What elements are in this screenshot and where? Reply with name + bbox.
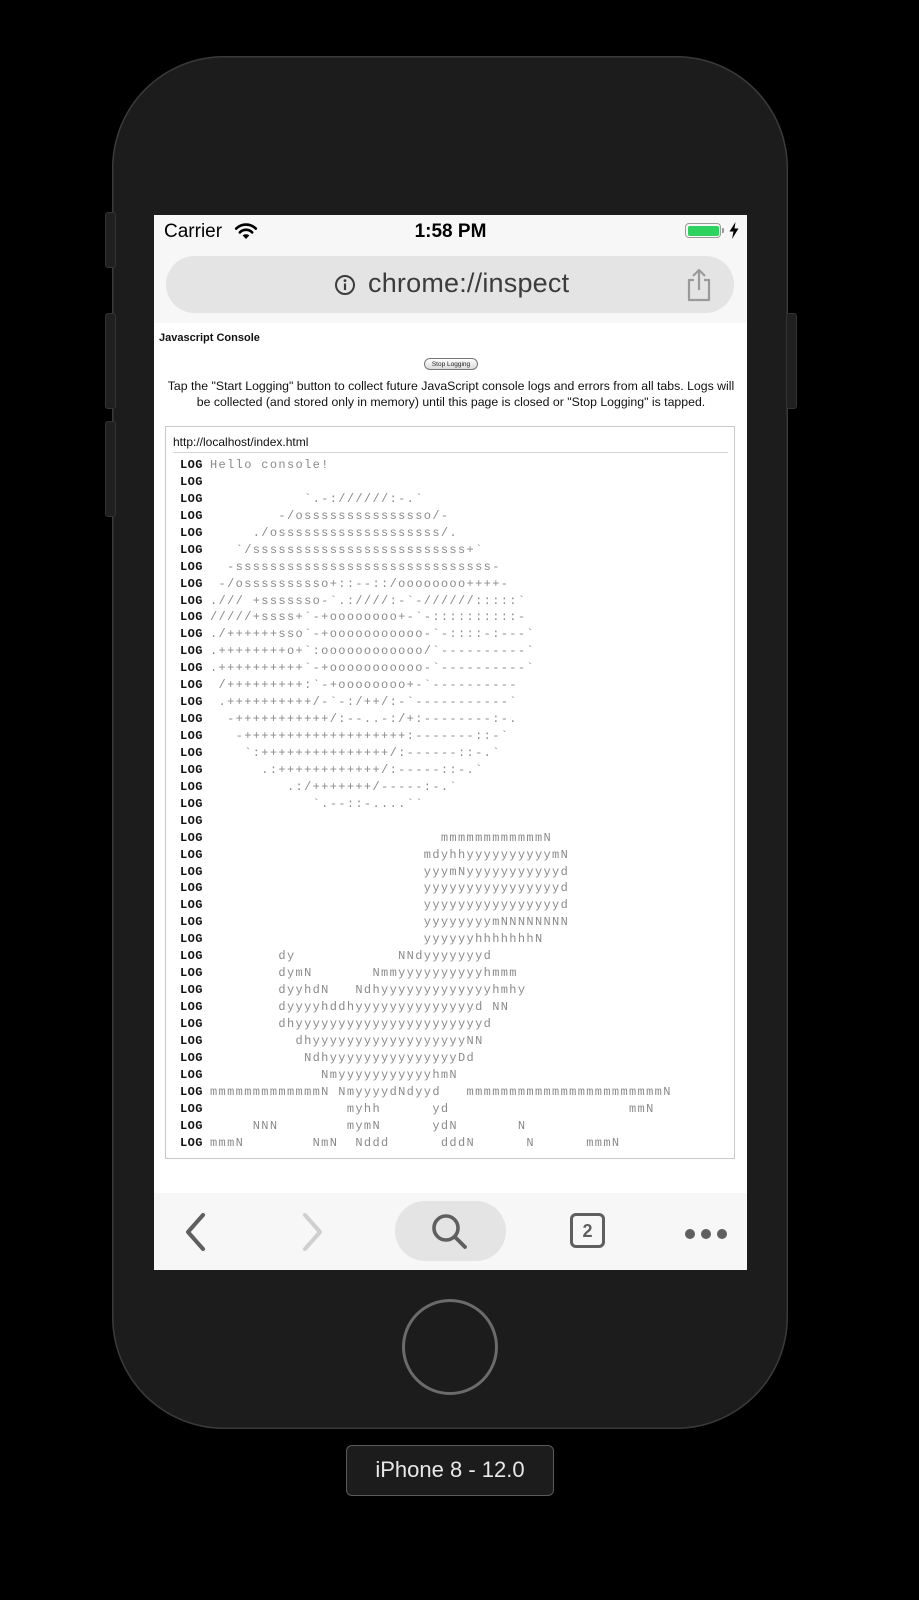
log-row — [180, 1067, 672, 1084]
log-message: mmmN NmN Nddd dddN N mmmN — [210, 1135, 621, 1150]
log-row — [180, 914, 672, 931]
log-level-label: LOG — [180, 813, 203, 828]
log-message: `/sssssssssssssssssssssssss+` — [210, 542, 484, 557]
log-message: NdhyyyyyyyyyyyyyyyDd — [210, 1050, 476, 1065]
log-message: .:++++++++++++/:-----::-.` — [210, 762, 484, 777]
log-row — [180, 593, 672, 610]
log-level-label: LOG — [180, 932, 203, 947]
log-row — [180, 711, 672, 728]
url-text[interactable]: chrome://inspect — [368, 268, 570, 298]
log-message: `.--::-....`` — [210, 796, 424, 811]
log-message: -+++++++++++++++++++:-------::-` — [210, 729, 510, 743]
log-row — [180, 779, 672, 796]
log-row — [180, 609, 672, 626]
log-row — [180, 643, 672, 660]
log-row — [180, 694, 672, 711]
log-level-label: LOG — [180, 1050, 203, 1065]
status-bar — [154, 215, 747, 249]
log-message: mmmmmmmmmmmmN — [210, 830, 553, 845]
log-level-label: LOG — [180, 542, 203, 557]
log-row — [180, 830, 672, 847]
volume-down-button — [105, 421, 116, 517]
log-level-label: LOG — [180, 593, 203, 608]
log-message: /+++++++++:`-+oooooooo+-`---------- — [210, 678, 518, 693]
log-level-label: LOG — [180, 491, 203, 506]
log-level-label: LOG — [180, 1033, 203, 1048]
log-message: dhyyyyyyyyyyyyyyyyyyyyyyd — [210, 1016, 493, 1031]
log-message: ./osssssssssssssssssss/. — [210, 525, 458, 540]
log-message: `.-://////:-.` — [210, 491, 424, 506]
log-level-label: LOG — [180, 881, 203, 896]
log-row — [180, 897, 672, 914]
log-level-label: LOG — [180, 559, 203, 574]
log-level-label: LOG — [180, 661, 203, 676]
log-message: .++++++++++/-`-:/++/:-`-----------` — [210, 695, 518, 710]
bottom-toolbar — [154, 1193, 747, 1270]
log-message: `:+++++++++++++++/:------::-.` — [210, 745, 501, 760]
search-icon — [430, 1212, 470, 1252]
carrier-label: Carrier — [164, 221, 223, 242]
log-list — [180, 457, 672, 1151]
stop-logging-button[interactable]: Stop Logging — [424, 358, 478, 370]
log-row — [180, 1016, 672, 1033]
log-row — [180, 948, 672, 965]
address-bar-container — [154, 249, 747, 323]
log-level-label: LOG — [180, 830, 203, 845]
log-level-label: LOG — [180, 745, 203, 760]
log-row — [180, 880, 672, 897]
log-row — [180, 762, 672, 779]
power-button — [786, 313, 797, 409]
console-panel — [165, 426, 735, 1159]
log-level-label: LOG — [180, 712, 203, 727]
log-row — [180, 525, 672, 542]
log-message: .++++++++++`-+ooooooooooo-`----------` — [210, 661, 535, 676]
more-icon[interactable] — [684, 1227, 728, 1245]
log-level-label: LOG — [180, 762, 203, 777]
home-button[interactable] — [402, 1299, 498, 1395]
page-title: Javascript Console — [159, 332, 260, 344]
battery-tip — [722, 228, 724, 233]
log-level-label: LOG — [180, 1016, 203, 1031]
log-message: dyyhdN Ndhyyyyyyyyyyyyyhmhy — [210, 983, 527, 998]
log-message: mdyhhyyyyyyyyyymN — [210, 847, 570, 862]
log-message: dymN Nmmyyyyyyyyyyhmmm — [210, 966, 518, 981]
description-text: Tap the "Start Logging" button to collect future JavaScript console logs and errors from all tabs. Logs will be collected (and stored only in memory) until this page is closed or "Stop Logging" is tapped. — [167, 379, 735, 409]
log-row — [180, 1050, 672, 1067]
device-label: iPhone 8 - 12.0 — [346, 1445, 554, 1496]
charging-bolt-icon — [729, 222, 739, 244]
log-message: ./// +sssssso-`.:////:-`-//////:::::` — [210, 593, 527, 608]
info-icon[interactable] — [334, 274, 356, 301]
log-level-label: LOG — [180, 1101, 203, 1116]
search-button[interactable] — [395, 1201, 506, 1261]
log-level-label: LOG — [180, 949, 203, 964]
log-level-label: LOG — [180, 695, 203, 710]
log-level-label: LOG — [180, 610, 203, 625]
log-message: yyyyyyyyyyyyyyyyd — [210, 898, 570, 913]
divider — [173, 452, 728, 453]
log-level-label: LOG — [180, 796, 203, 811]
log-message: NmyyyyyyyyyyyhmN — [210, 1067, 458, 1082]
log-level-label: LOG — [180, 1118, 203, 1133]
log-message: -/ossssssssso+::--::/oooooooo++++- — [210, 576, 510, 591]
tab-switcher-button[interactable]: 2 — [570, 1213, 605, 1248]
share-icon[interactable] — [684, 268, 714, 307]
log-row — [180, 559, 672, 576]
volume-up-button — [105, 313, 116, 409]
log-level-label: LOG — [180, 678, 203, 693]
screen — [154, 215, 747, 1270]
log-message: .++++++++o+`:oooooooooooo/`----------` — [210, 644, 535, 659]
log-row — [180, 491, 672, 508]
chevron-right-icon[interactable] — [300, 1213, 324, 1256]
log-message: yyyyyyyyyyyyyyyyd — [210, 881, 570, 896]
log-level-label: LOG — [180, 1067, 203, 1082]
log-message: dyyyyhddhyyyyyyyyyyyyyyd NN — [210, 1000, 510, 1014]
log-level-label: LOG — [180, 864, 203, 879]
log-message: NNN mymN ydN N — [210, 1118, 527, 1133]
log-level-label: LOG — [180, 779, 203, 794]
log-message: yyyyyyhhhhhhhN — [210, 932, 544, 947]
log-row — [180, 847, 672, 864]
log-message: myhh yd mmN — [210, 1101, 655, 1116]
chevron-left-icon[interactable] — [184, 1213, 208, 1256]
log-level-label: LOG — [180, 644, 203, 659]
log-row — [180, 813, 672, 830]
log-row — [180, 457, 672, 474]
log-level-label: LOG — [180, 966, 203, 981]
log-level-label: LOG — [180, 508, 203, 523]
log-row — [180, 626, 672, 643]
log-message: ./++++++sso`-+ooooooooooo-`-::::-:---` — [210, 627, 535, 642]
log-row — [180, 677, 672, 694]
log-level-label: LOG — [180, 898, 203, 913]
log-level-label: LOG — [180, 729, 203, 743]
log-message: .:/+++++++/-----:-.` — [210, 779, 458, 794]
log-level-label: LOG — [180, 627, 203, 642]
log-message: dhyyyyyyyyyyyyyyyyyyNN — [210, 1033, 484, 1048]
log-row — [180, 999, 672, 1016]
address-bar[interactable] — [166, 256, 734, 313]
console-source-url: http://localhost/index.html — [173, 435, 309, 449]
log-row — [180, 931, 672, 948]
log-message: yyymNyyyyyyyyyyyd — [210, 864, 570, 879]
log-row — [180, 1118, 672, 1135]
mute-switch — [105, 212, 116, 268]
log-level-label: LOG — [180, 1084, 203, 1099]
log-level-label: LOG — [180, 576, 203, 591]
log-row — [180, 542, 672, 559]
log-row — [180, 660, 672, 677]
log-row — [180, 1084, 672, 1101]
log-message: /////+ssss+`-+oooooooo+-`-::::::::::- — [210, 610, 527, 625]
log-row — [180, 1101, 672, 1118]
log-message: Hello console! — [210, 458, 330, 472]
clock: 1:58 PM — [414, 221, 487, 242]
log-message: -ssssssssssssssssssssssssssssss- — [210, 559, 501, 574]
log-message: mmmmmmmmmmmmmN NmyyyydNdyyd mmmmmmmmmmmmmmmmmmmmmmmN — [210, 1084, 672, 1099]
log-message: dy NNdyyyyyyyd — [210, 949, 493, 964]
battery-icon — [685, 223, 721, 238]
log-message: -/osssssssssssssso/- — [210, 508, 450, 523]
log-level-label: LOG — [180, 1000, 203, 1014]
log-row — [180, 474, 672, 491]
log-level-label: LOG — [180, 525, 203, 540]
log-row — [180, 745, 672, 762]
log-level-label: LOG — [180, 458, 203, 472]
log-row — [180, 1033, 672, 1050]
log-level-label: LOG — [180, 915, 203, 930]
log-row — [180, 576, 672, 593]
log-level-label: LOG — [180, 847, 203, 862]
log-row — [180, 508, 672, 525]
log-row — [180, 982, 672, 999]
log-message: -+++++++++++/:--..-:/+:--------:-. — [210, 712, 518, 727]
log-level-label: LOG — [180, 474, 203, 489]
log-level-label: LOG — [180, 983, 203, 998]
log-row — [180, 965, 672, 982]
log-level-label: LOG — [180, 1135, 203, 1150]
log-message: yyyyyyyymNNNNNNNN — [210, 915, 570, 930]
log-row — [180, 1135, 672, 1152]
log-row — [180, 864, 672, 881]
log-row — [180, 728, 672, 745]
log-row — [180, 796, 672, 813]
